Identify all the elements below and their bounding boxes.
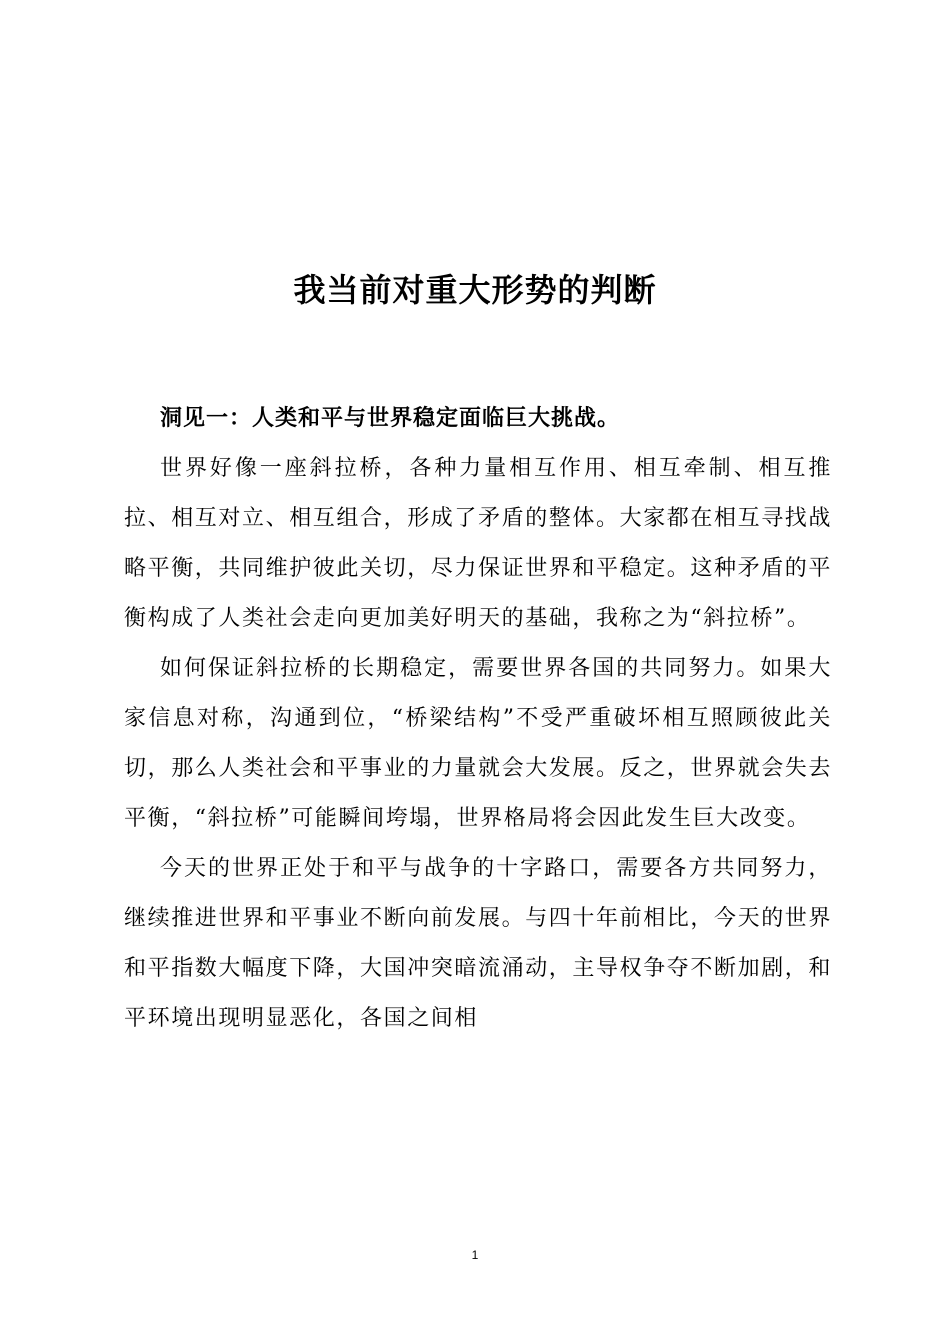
document-title: 我当前对重大形势的判断: [293, 271, 657, 309]
section-heading: 洞见一：人类和平与世界稳定面临巨大挑战。: [160, 406, 621, 431]
page-number: 1: [471, 1248, 479, 1262]
paragraph-1: 世界好像一座斜拉桥，各种力量相互作用、相互牵制、相互推拉、相互对立、相互组合，形成了矛盾的整体。大家都在相互寻找战略平衡，共同维护彼此关切，尽力保证世界和平稳定。这种矛盾的平衡构成了人类社会走向更加美好明天的基础，我称之为“斜拉桥”。: [124, 456, 833, 631]
paragraph-2: 如何保证斜拉桥的长期稳定，需要世界各国的共同努力。如果大家信息对称，沟通到位，“桥梁结构”不受严重破坏相互照顾彼此关切，那么人类社会和平事业的力量就会大发展。反之，世界就会失去平衡，“斜拉桥”可能瞬间垮塌，世界格局将会因此发生巨大改变。: [124, 656, 833, 831]
paragraph-3: 今天的世界正处于和平与战争的十字路口，需要各方共同努力，继续推进世界和平事业不断向前发展。与四十年前相比，今天的世界和平指数大幅度下降，大国冲突暗流涌动，主导权争夺不断加剧，和平环境出现明显恶化，各国之间相: [124, 856, 833, 1031]
document-body: [124, 394, 832, 1044]
